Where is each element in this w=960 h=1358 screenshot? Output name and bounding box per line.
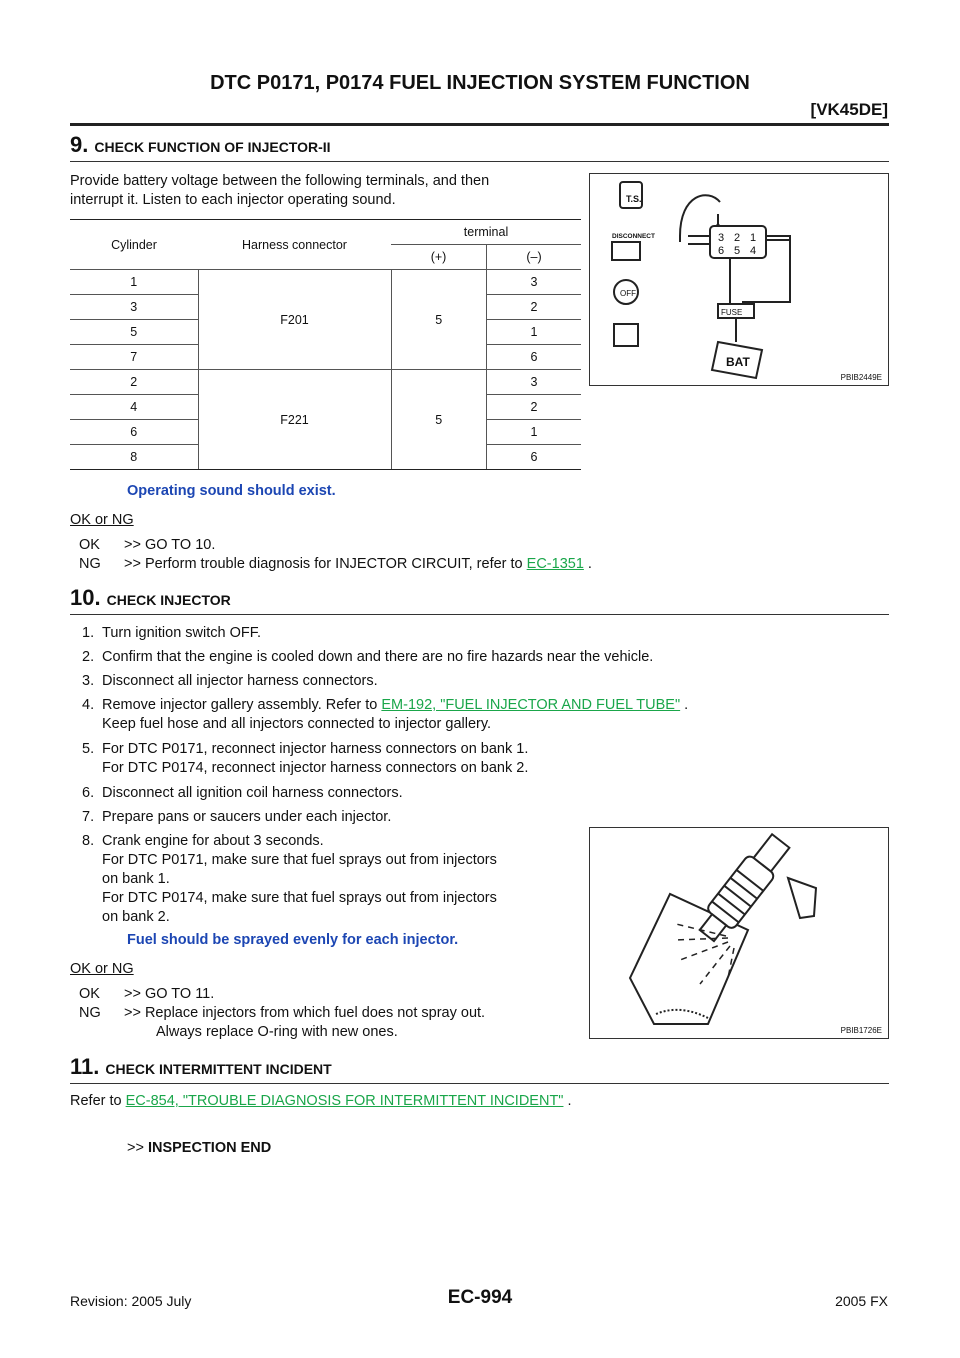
- pin-5: 5: [734, 245, 741, 257]
- cell-minus: 2: [487, 395, 582, 420]
- item-number: 2.: [82, 649, 95, 665]
- item-text: Turn ignition switch OFF.: [102, 625, 262, 641]
- item-number: 5.: [82, 741, 95, 757]
- injector-terminal-table: [70, 219, 581, 470]
- circuit-diagram-icon: [590, 174, 888, 385]
- col-header: Cylinder: [70, 220, 198, 270]
- page-title: DTC P0171, P0174 FUEL INJECTION SYSTEM FUNCTION: [210, 72, 750, 94]
- refer-line: [70, 1092, 572, 1111]
- ok-text: >> GO TO 11.: [124, 986, 215, 1002]
- item-subtext: For DTC P0174, reconnect injector harness connectors on bank 2.: [102, 760, 529, 776]
- pin-2: 2: [734, 232, 741, 244]
- pin-3: 3: [718, 232, 725, 244]
- cell-cylinder: 2: [70, 370, 198, 395]
- item-text: Crank engine for about 3 seconds.: [102, 833, 324, 849]
- cell-cylinder: 6: [70, 420, 198, 445]
- list-item: [82, 696, 689, 734]
- item-number: 6.: [82, 785, 95, 801]
- step-title: CHECK INJECTOR: [106, 592, 231, 608]
- item-number: 4.: [82, 697, 95, 713]
- refer-text: Refer to: [70, 1093, 122, 1109]
- cell-minus: 6: [530, 450, 538, 464]
- figure-code: PBIB1726E: [840, 1026, 882, 1035]
- link-ec-854[interactable]: EC-854, "TROUBLE DIAGNOSIS FOR INTERMITTENT INCIDENT": [125, 1093, 564, 1109]
- list-item: [82, 784, 403, 803]
- cell-minus: 3: [487, 270, 582, 295]
- item-subtext: on bank 1.: [102, 871, 170, 887]
- injector-test-figure: [589, 173, 889, 386]
- ts-label: T.S.: [626, 194, 642, 204]
- item-text: Confirm that the engine is cooled down and there are no fire hazards near the vehicle.: [102, 649, 654, 665]
- list-item: [82, 808, 392, 827]
- step-number: 9.: [70, 132, 89, 157]
- step-11-heading: [70, 1054, 332, 1080]
- cell-plus: 5: [391, 270, 487, 370]
- step-title: CHECK INTERMITTENT INCIDENT: [105, 1061, 332, 1077]
- list-item: [82, 672, 378, 691]
- cell-connector: F221: [198, 370, 391, 470]
- bat-label: BAT: [726, 355, 750, 369]
- revision: Revision: 2005 July: [70, 1293, 192, 1309]
- header-rule: [70, 123, 889, 126]
- item-number: 8.: [82, 833, 95, 849]
- ng-end: .: [587, 556, 592, 572]
- cell-connector: F201: [198, 270, 391, 370]
- step-10-heading: [70, 585, 231, 611]
- list-item: [82, 648, 654, 667]
- cell-cylinder: 4: [70, 395, 198, 420]
- ng-text: >> Perform trouble diagnosis for INJECTOR CIRCUIT, refer to: [124, 556, 523, 572]
- fuse-label: FUSE: [721, 308, 743, 317]
- item-subtext: Keep fuel hose and all injectors connected to injector gallery.: [102, 716, 492, 732]
- divider: [70, 161, 889, 162]
- ok-or-ng-label: OK or NG: [70, 961, 134, 977]
- item-subtext: on bank 2.: [102, 909, 170, 925]
- cell-cylinder: 7: [70, 345, 198, 370]
- list-item: [82, 832, 578, 927]
- figure-code: PBIB2449E: [840, 373, 882, 382]
- item-subtext: For DTC P0171, make sure that fuel sprays out from injectors: [102, 852, 497, 868]
- col-header: Harness connector: [198, 220, 391, 270]
- pin-4: 4: [750, 245, 757, 257]
- disconnect-label: DISCONNECT: [612, 233, 655, 240]
- cell-cylinder: 5: [70, 320, 198, 345]
- fuel-spray-figure: [589, 827, 889, 1039]
- cell-minus: 1: [487, 420, 582, 445]
- cell-minus: 2: [487, 295, 582, 320]
- ng-line: [124, 555, 592, 574]
- ok-text: >> GO TO 10.: [124, 537, 216, 553]
- ng-label: NG: [79, 1005, 101, 1021]
- ng-text: >> Replace injectors from which fuel does not spray out.: [124, 1005, 486, 1021]
- model-year: 2005 FX: [835, 1293, 888, 1309]
- list-item: [82, 624, 262, 643]
- cell-minus: 3: [487, 370, 582, 395]
- list-item: [82, 740, 529, 778]
- injector-spray-icon: [590, 828, 888, 1038]
- item-number: 3.: [82, 673, 95, 689]
- item-text: Prepare pans or saucers under each injector.: [102, 809, 392, 825]
- expectation-text: Fuel should be sprayed evenly for each injector.: [127, 932, 459, 948]
- model-code: [VK45DE]: [810, 100, 888, 119]
- item-subtext: For DTC P0174, make sure that fuel sprays out from injectors: [102, 890, 497, 906]
- cell-minus: 6: [487, 345, 582, 370]
- item-text: Disconnect all injector harness connectors.: [102, 673, 378, 689]
- expectation-text: Operating sound should exist.: [127, 483, 336, 499]
- intro-line: interrupt it. Listen to each injector operating sound.: [70, 192, 396, 208]
- cell-plus: 5: [391, 370, 487, 470]
- arrow: >>: [127, 1140, 144, 1156]
- refer-end: .: [567, 1093, 572, 1109]
- page-number: EC-994: [447, 1287, 513, 1308]
- ok-label: OK: [79, 986, 100, 1002]
- step-title: CHECK FUNCTION OF INJECTOR-II: [94, 139, 331, 155]
- col-header: terminal: [391, 220, 581, 245]
- divider: [70, 1083, 889, 1084]
- ok-or-ng-label: OK or NG: [70, 512, 134, 528]
- link-ec-1351[interactable]: EC-1351: [526, 556, 584, 572]
- cell-cylinder: 1: [70, 270, 198, 295]
- step-9-heading: [70, 132, 331, 158]
- col-header: (–): [487, 245, 582, 270]
- step-number: 11.: [70, 1054, 100, 1079]
- off-label: OFF: [620, 289, 636, 298]
- item-number: 1.: [82, 625, 95, 641]
- item-text: Disconnect all ignition coil harness connectors.: [102, 785, 403, 801]
- divider: [70, 614, 889, 615]
- item-text: Remove injector gallery assembly. Refer to: [102, 697, 378, 713]
- cell-minus: 1: [487, 320, 582, 345]
- pin-6: 6: [718, 245, 725, 257]
- link-em-192[interactable]: EM-192, "FUEL INJECTOR AND FUEL TUBE": [381, 697, 681, 713]
- col-header: (+): [391, 245, 487, 270]
- cell-cylinder: 8: [70, 445, 198, 470]
- step-number: 10.: [70, 585, 101, 610]
- pin-1: 1: [750, 232, 757, 244]
- ng-label: NG: [79, 556, 101, 572]
- cell-cylinder: 3: [70, 295, 198, 320]
- item-text: For DTC P0171, reconnect injector harness connectors on bank 1.: [102, 741, 529, 757]
- intro-line: Provide battery voltage between the following terminals, and then: [70, 173, 490, 189]
- item-end: .: [684, 697, 689, 713]
- ok-label: OK: [79, 537, 100, 553]
- item-number: 7.: [82, 809, 95, 825]
- ng-text-2: Always replace O-ring with new ones.: [156, 1024, 398, 1040]
- inspection-end: INSPECTION END: [147, 1140, 272, 1156]
- final-line: [127, 1139, 271, 1158]
